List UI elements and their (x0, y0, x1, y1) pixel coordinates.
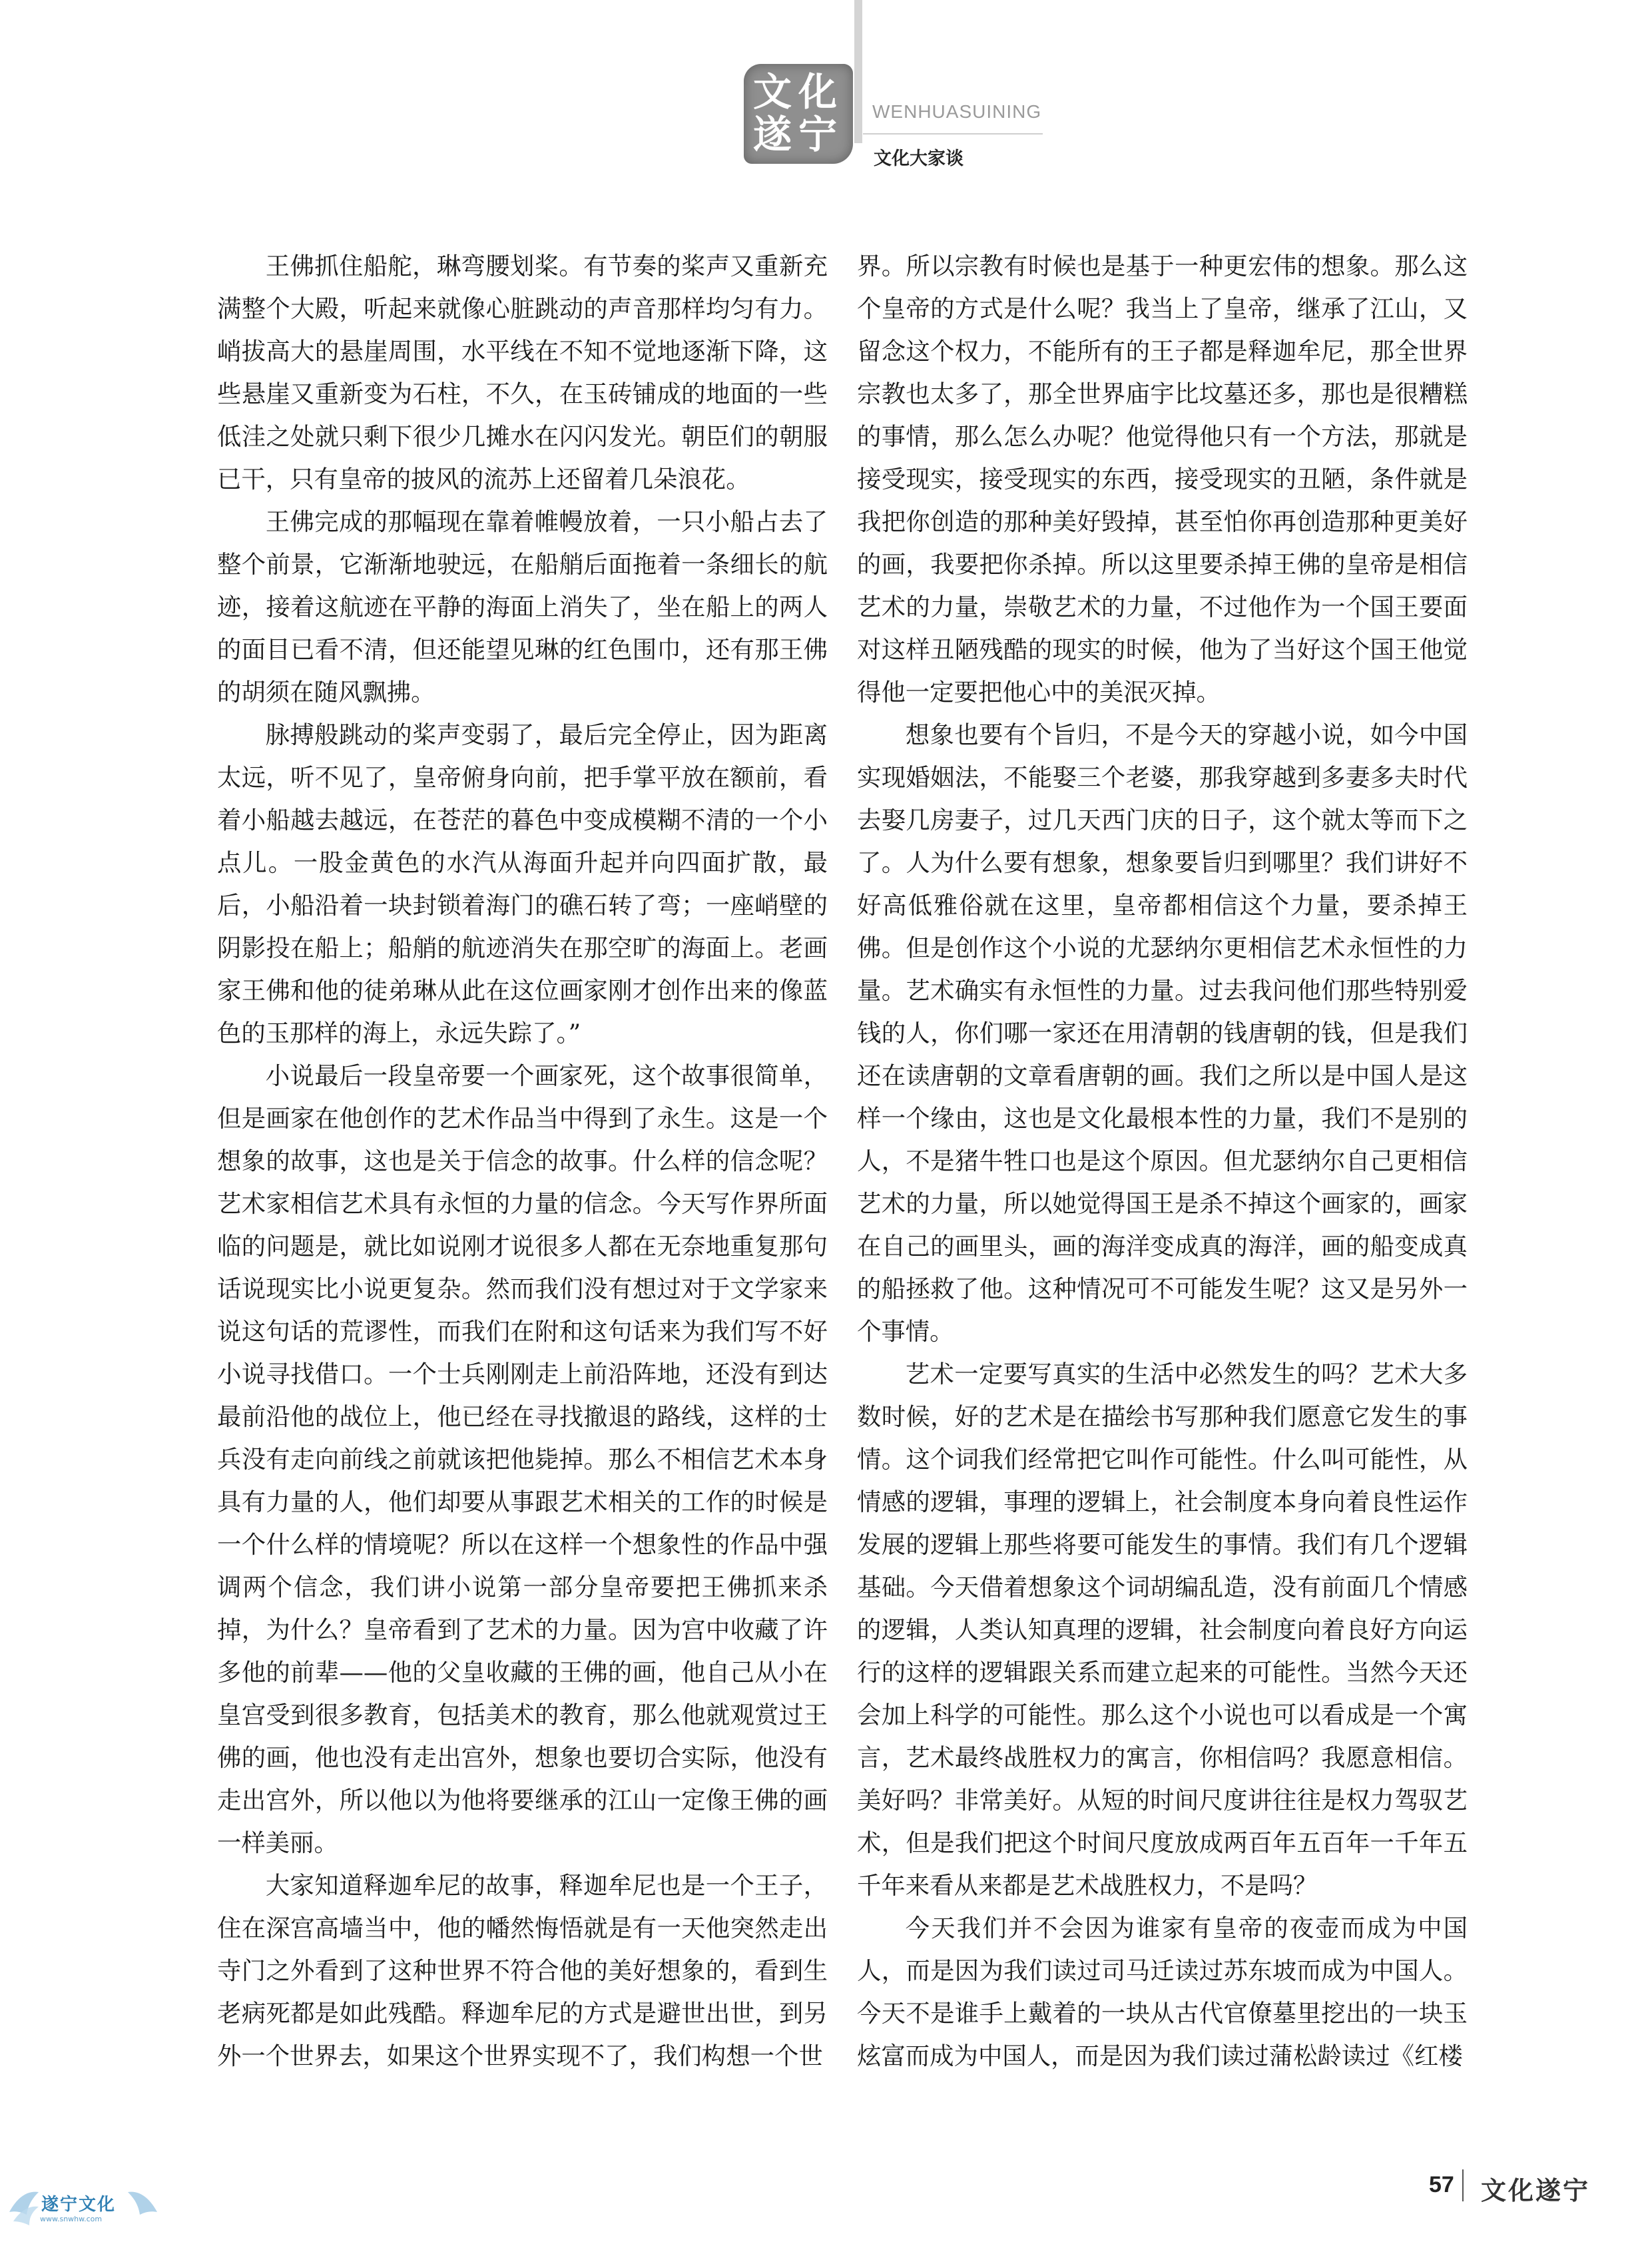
header-rule (863, 133, 1043, 135)
logo-text: 文化 遂宁 (752, 69, 844, 157)
paragraph: 脉搏般跳动的桨声变弱了，最后完全停止，因为距离太远，听不见了，皇帝俯身向前，把手掌平放在额前，看着小船越去越远，在苍茫的暮色中变成模糊不清的一个小点儿。一股金黄色的水汽从海面升起并向四面扩散，最后，小船沿着一块封锁着海门的礁石转了弯；一座峭壁的阴影投在船上；船艄的航迹消失在那空旷的海面上。老画家王佛和他的徒弟琳从此在这位画家刚才创作出来的像蓝色的玉那样的海上，永远失踪了。” (217, 720, 828, 1047)
header-divider-line (854, 0, 862, 143)
paragraph: 王佛完成的那幅现在靠着帷幔放着，一只小船占去了整个前景，它渐渐地驶远，在船艄后面拖着一条细长的航迹，接着这航迹在平静的海面上消失了，坐在船上的两人的面目已看不清，但还能望见琳的红色围巾，还有那王佛的胡须在随风飘拂。 (217, 507, 828, 706)
paragraph: 想象也要有个旨归，不是今天的穿越小说，如今中国实现婚姻法，不能娶三个老婆，那我穿越到多妻多夫时代去娶几房妻子，过几天西门庆的日子，这个就太等而下之了。人为什么要有想象，想象要旨归到哪里？我们讲好不好高低雅俗就在这里，皇帝都相信这个力量，要杀掉王佛。但是创作这个小说的尤瑟纳尔更相信艺术永恒性的力量。艺术确实有永恒性的力量。过去我问他们那些特别爱钱的人，你们哪一家还在用清朝的钱唐朝的钱，但是我们还在读唐朝的文章看唐朝的画。我们之所以是中国人是这样一个缘由，这也是文化最根本性的力量，我们不是别的人，不是猪牛牲口也是这个原因。但尤瑟纳尔自己更相信艺术的力量，所以她觉得国王是杀不掉这个画家的，画家在自己的画里头，画的海洋变成真的海洋，画的船变成真的船拯救了他。这种情况可不可能发生呢？这又是另外一个事情。 (857, 720, 1468, 1346)
footer-magazine-name: 文化遂宁 (1481, 2175, 1591, 2205)
watermark-url: www.snwhw.com (40, 2215, 103, 2223)
paragraph: 今天我们并不会因为谁家有皇帝的夜壶而成为中国人，而是因为我们读过司马迁读过苏东坡而成为中国人。今天不是谁手上戴着的一块从古代官僚墓里挖出的一块玉炫富而成为中国人，而是因为我们读过蒲松龄读过《红楼 (857, 1914, 1468, 2070)
right-column (857, 245, 1468, 2078)
footer-separator (1462, 2169, 1464, 2201)
paragraph: 大家知道释迦牟尼的故事，释迦牟尼也是一个王子，住在深宫高墙当中，他的幡然悔悟就是有一天他突然走出寺门之外看到了这种世界不符合他的美好想象的，看到生老病死都是如此残酷。释迦牟尼的方式是避世出世，到另外一个世界去，如果这个世界实现不了，我们构想一个世 (217, 1871, 828, 2070)
paragraph: 小说最后一段皇帝要一个画家死，这个故事很简单，但是画家在他创作的艺术作品当中得到了永生。这是一个想象的故事，这也是关于信念的故事。什么样的信念呢？艺术家相信艺术具有永恒的力量的信念。今天写作界所面临的问题是，就比如说刚才说很多人都在无奈地重复那句话说现实比小说更复杂。然而我们没有想过对于文学家来说这句话的荒谬性，而我们在附和这句话来为我们写不好小说寻找借口。一个士兵刚刚走上前沿阵地，还没有到达最前沿他的战位上，他已经在寻找撤退的路线，这样的士兵没有走向前线之前就该把他毙掉。那么不相信艺术本身具有力量的人，他们却要从事跟艺术相关的工作的时候是一个什么样的情境呢？所以在这样一个想象性的作品中强调两个信念，我们讲小说第一部分皇帝要把王佛抓来杀掉，为什么？皇帝看到了艺术的力量。因为宫中收藏了许多他的前辈——他的父皇收藏的王佛的画，他自己从小在皇宫受到很多教育，包括美术的教育，那么他就观赏过王佛的画，他也没有走出宫外，想象也要切合实际，他没有走出宫外，所以他以为他将要继承的江山一定像王佛的画一样美丽。 (217, 1061, 828, 1857)
left-column (217, 245, 828, 2078)
header-english-title: WENHUASUINING (872, 101, 1042, 122)
paragraph-continued: 界。所以宗教有时候也是基于一种更宏伟的想象。那么这个皇帝的方式是什么呢？我当上了皇帝，继承了江山，又留念这个权力，不能所有的王子都是释迦牟尼，那全世界宗教也太多了，那全世界庙宇比坟墓还多，那也是很糟糕的事情，那么怎么办呢？他觉得他只有一个方法，那就是接受现实，接受现实的东西，接受现实的丑陋，条件就是我把你创造的那种美好毁掉，甚至怕你再创造那种更美好的画，我要把你杀掉。所以这里要杀掉王佛的皇帝是相信艺术的力量，崇敬艺术的力量，不过他作为一个国王要面对这样丑陋残酷的现实的时候，他为了当好这个国王他觉得他一定要把他心中的美泯灭掉。 (857, 252, 1468, 706)
page-number: 57 (1429, 2172, 1454, 2197)
watermark-logo (3, 2183, 162, 2240)
paragraph: 艺术一定要写真实的生活中必然发生的吗？艺术大多数时候，好的艺术是在描绘书写那种我们愿意它发生的事情。这个词我们经常把它叫作可能性。什么叫可能性，从情感的逻辑，事理的逻辑上，社会制度本身向着良性运作发展的逻辑上那些将要可能发生的事情。我们有几个逻辑基础。今天借着想象这个词胡编乱造，没有前面几个情感的逻辑，人类认知真理的逻辑，社会制度向着良好方向运行的这样的逻辑跟关系而建立起来的可能性。当然今天还会加上科学的可能性。那么这个小说也可以看成是一个寓言，艺术最终战胜权力的寓言，你相信吗？我愿意相信。美好吗？非常美好。从短的时间尺度讲往往是权力驾驭艺术，但是我们把这个时间尺度放成两百年五百年一千年五千年来看从来都是艺术战胜权力，不是吗？ (857, 1360, 1468, 1900)
watermark-text: 遂宁文化 (41, 2195, 117, 2215)
magazine-logo (744, 64, 853, 164)
section-title: 文化大家谈 (874, 148, 964, 169)
paragraph: 王佛抓住船舵，琳弯腰划桨。有节奏的桨声又重新充满整个大殿，听起来就像心脏跳动的声音那样均匀有力。峭拔高大的悬崖周围，水平线在不知不觉地逐渐下降，这些悬崖又重新变为石柱，不久，在玉砖铺成的地面的一些低洼之处就只剩下很少几摊水在闪闪发光。朝臣们的朝服已干，只有皇帝的披风的流苏上还留着几朵浪花。 (217, 252, 828, 493)
